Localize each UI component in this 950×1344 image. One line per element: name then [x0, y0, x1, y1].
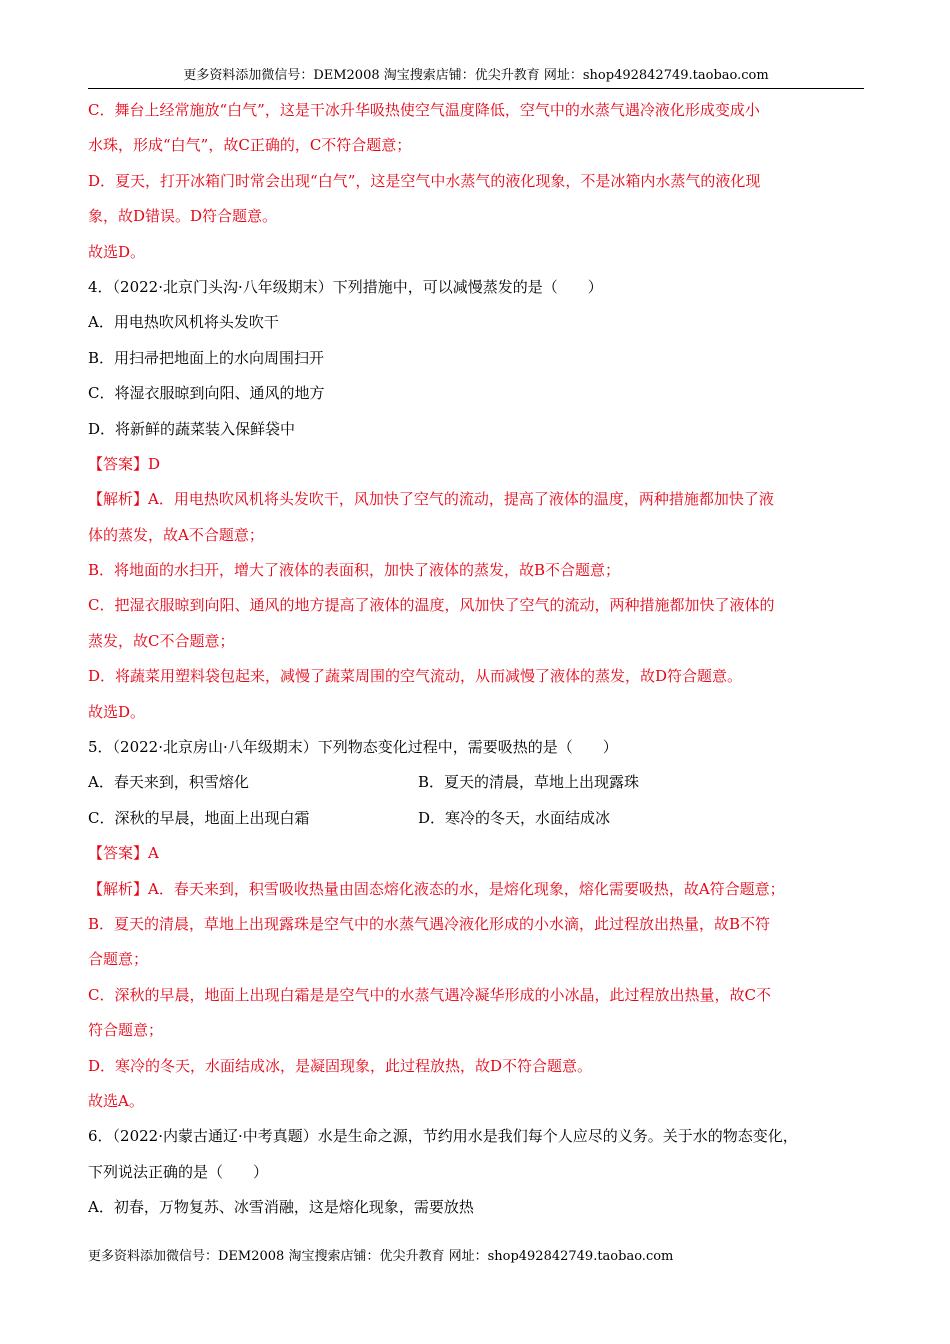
q5-analysis-3: 合题意； — [88, 950, 149, 969]
q5-analysis-2: B．夏天的清晨，草地上出现露珠是空气中的水蒸气遇冷液化形成的小水滴，此过程放出热量，故B不符 — [88, 914, 771, 933]
document-body — [88, 93, 864, 1226]
q5-option-a: A．春天来到，积雪熔化 — [88, 773, 249, 792]
answer-value: A — [148, 844, 159, 863]
q5-answer — [88, 836, 864, 871]
q3-conclusion: 故选D。 — [88, 242, 146, 261]
q6-option-a: A．初春，万物复苏、冰雪消融，这是熔化现象，需要放热 — [88, 1198, 474, 1217]
q4-stem: 4．（2022·北京门头沟·八年级期末）下列措施中，可以减慢蒸发的是（ ） — [88, 277, 603, 296]
q4-answer — [88, 447, 864, 482]
page-header: 更多资料添加微信号：DEM2008 淘宝搜索店铺：优尖升教育 网址：shop492842749.taobao.com — [88, 66, 864, 89]
answer-tag: 【答案】 — [88, 844, 149, 863]
q6-stem-cont: 下列说法正确的是（ ） — [88, 1162, 269, 1181]
q5-stem: 5．（2022·北京房山·八年级期末）下列物态变化过程中，需要吸热的是（ ） — [88, 738, 618, 757]
q5-analysis-6: D．寒冷的冬天，水面结成冰，是凝固现象，此过程放热，故D不符合题意。 — [88, 1056, 593, 1075]
q5-option-b: B．夏天的清晨，草地上出现露珠 — [418, 773, 640, 792]
q5-options-row-2 — [88, 801, 864, 836]
q3-option-c-explanation: C．舞台上经常施放“白气”，这是干冰升华吸热使空气温度降低，空气中的水蒸气遇冷液化形成变成小 — [88, 101, 760, 119]
q4-analysis-4: C．把湿衣服晾到向阳、通风的地方提高了液体的温度，风加快了空气的流动，两种措施都加快了液体的 — [88, 596, 775, 615]
q4-option-b: B．用扫帚把地面上的水向周围扫开 — [88, 348, 325, 367]
q4-analysis-5: 蒸发，故C不合题意； — [88, 631, 235, 650]
q4-analysis-3: B．将地面的水扫开，增大了液体的表面积，加快了液体的蒸发，故B不合题意； — [88, 561, 621, 580]
q3-option-c-explanation-cont: 水珠，形成“白气”，故C正确的，C不符合题意； — [88, 136, 412, 155]
analysis-tag: 【解析】 — [88, 490, 149, 509]
q5-options-row-1 — [88, 765, 864, 800]
q5-analysis-4: C．深秋的早晨，地面上出现白霜是是空气中的水蒸气遇冷凝华形成的小冰晶，此过程放出热量，故C不 — [88, 985, 771, 1004]
q5-conclusion: 故选A。 — [88, 1091, 144, 1110]
q5-analysis-1 — [88, 872, 864, 907]
answer-value: D — [148, 454, 161, 473]
q4-analysis-6: D．将蔬菜用塑料袋包起来，减慢了蔬菜周围的空气流动，从而减慢了液体的蒸发，故D符合题意。 — [88, 667, 743, 686]
answer-tag: 【答案】 — [88, 454, 149, 473]
q4-analysis-2: 体的蒸发，故A不合题意； — [88, 525, 264, 544]
q5-option-d: D．寒冷的冬天，水面结成冰 — [418, 808, 611, 827]
q5-analysis-5: 符合题意； — [88, 1021, 164, 1040]
q4-option-a: A．用电热吹风机将头发吹干 — [88, 313, 279, 332]
q4-option-d: D．将新鲜的蔬菜装入保鲜袋中 — [88, 419, 296, 438]
q5-option-c: C．深秋的早晨，地面上出现白霜 — [88, 808, 310, 827]
q4-conclusion: 故选D。 — [88, 702, 146, 721]
q4-option-c: C．将湿衣服晾到向阳、通风的地方 — [88, 384, 325, 403]
page-footer: 更多资料添加微信号：DEM2008 淘宝搜索店铺：优尖升教育 网址：shop492842749.taobao.com — [88, 1249, 674, 1264]
q3-option-d-explanation: D．夏天，打开冰箱门时常会出现“白气”，这是空气中水蒸气的液化现象，不是冰箱内水蒸气的液化现 — [88, 171, 761, 190]
q6-stem: 6．（2022·内蒙古通辽·中考真题）水是生命之源，节约用水是我们每个人应尽的义务。关于水的物态变化， — [88, 1127, 798, 1146]
analysis-tag: 【解析】 — [88, 879, 149, 898]
q4-analysis-1 — [88, 482, 864, 517]
analysis-text: A．用电热吹风机将头发吹干，风加快了空气的流动，提高了液体的温度，两种措施都加快了液 — [148, 490, 774, 509]
analysis-text: A．春天来到，积雪吸收热量由固态熔化液态的水，是熔化现象，熔化需要吸热，故A符合题意； — [148, 879, 785, 898]
q3-option-d-explanation-cont: 象，故D错误。D符合题意。 — [88, 207, 278, 226]
